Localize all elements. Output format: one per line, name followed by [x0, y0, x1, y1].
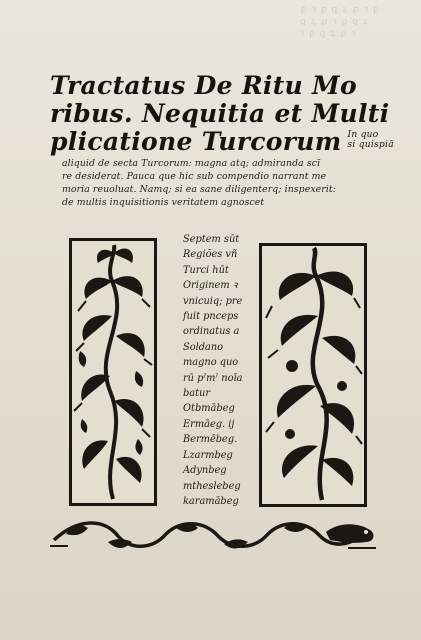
column-line: vnicuiq; pre: [183, 295, 243, 307]
title-line-1: Tractatus De Ritu Mo: [50, 71, 357, 100]
column-line: mtheslebeg: [183, 480, 241, 492]
title-side-note: [347, 130, 393, 150]
column-line: ordinatus a: [183, 326, 240, 338]
subtitle-paragraph: [62, 157, 362, 209]
side-note-line-2: si quispiā: [347, 140, 394, 150]
column-line: Bermēbeg.: [183, 434, 238, 446]
title-line-3-row: [50, 127, 394, 156]
column-line: batur: [183, 388, 211, 400]
acanthus-ornament: [262, 246, 364, 504]
title-block: [50, 71, 394, 156]
column-line: Septem sūt: [183, 234, 240, 245]
title-line-2: ribus. Nequitia et Multi: [50, 99, 390, 128]
bottom-woodcut-band: [48, 512, 378, 557]
column-line: magno quo: [183, 357, 239, 369]
text-column: [183, 232, 258, 509]
column-line: Originem ꝛ: [183, 280, 238, 292]
subtitle-line: de multis inquisitionis veritatem agnoscet: [62, 197, 265, 208]
side-note-line-1: In quo: [347, 130, 379, 140]
column-line: Otbmābeg: [183, 403, 235, 415]
column-line: Soldano: [183, 341, 224, 353]
column-line: fuit pnceps: [183, 311, 239, 323]
column-line: Lzarmbeg: [183, 449, 233, 461]
column-line: Regiões vñ: [183, 249, 238, 261]
left-woodcut-border: [69, 238, 157, 506]
right-woodcut-border: [259, 243, 367, 507]
subtitle-line: re desiderat. Pauca que hic sub compendio narrant me: [62, 171, 327, 182]
bleed-through-text: ꝓ ꝛ ꝑ ꝗ ꝝ ꝓ ꝛ ꝑ ꝗ ꝝ ꝓ ꝛ ꝑ ꝗ ꝝ ꝛ ꝑ ꝗ ꝝ ꝓ ꝛ: [300, 5, 380, 39]
column-line: rū pˀmˀ noīa: [183, 372, 243, 384]
column-line: karamābeg: [183, 495, 239, 507]
column-line: Turci hūt: [183, 264, 229, 276]
floral-vine-ornament: [72, 241, 154, 503]
column-line: Adynbeg: [183, 465, 227, 477]
subtitle-line: aliquid de secta Turcorum: magna atq; admiranda scī: [62, 158, 321, 169]
scroll-vine-ornament: [48, 512, 378, 557]
column-line: Ermāeg. ij: [183, 418, 235, 430]
subtitle-line: moria reuoluat. Namq; si ea sane diligenterq; inspexerit:: [62, 184, 336, 195]
title-line-3: plicatione Turcorum: [50, 127, 342, 156]
